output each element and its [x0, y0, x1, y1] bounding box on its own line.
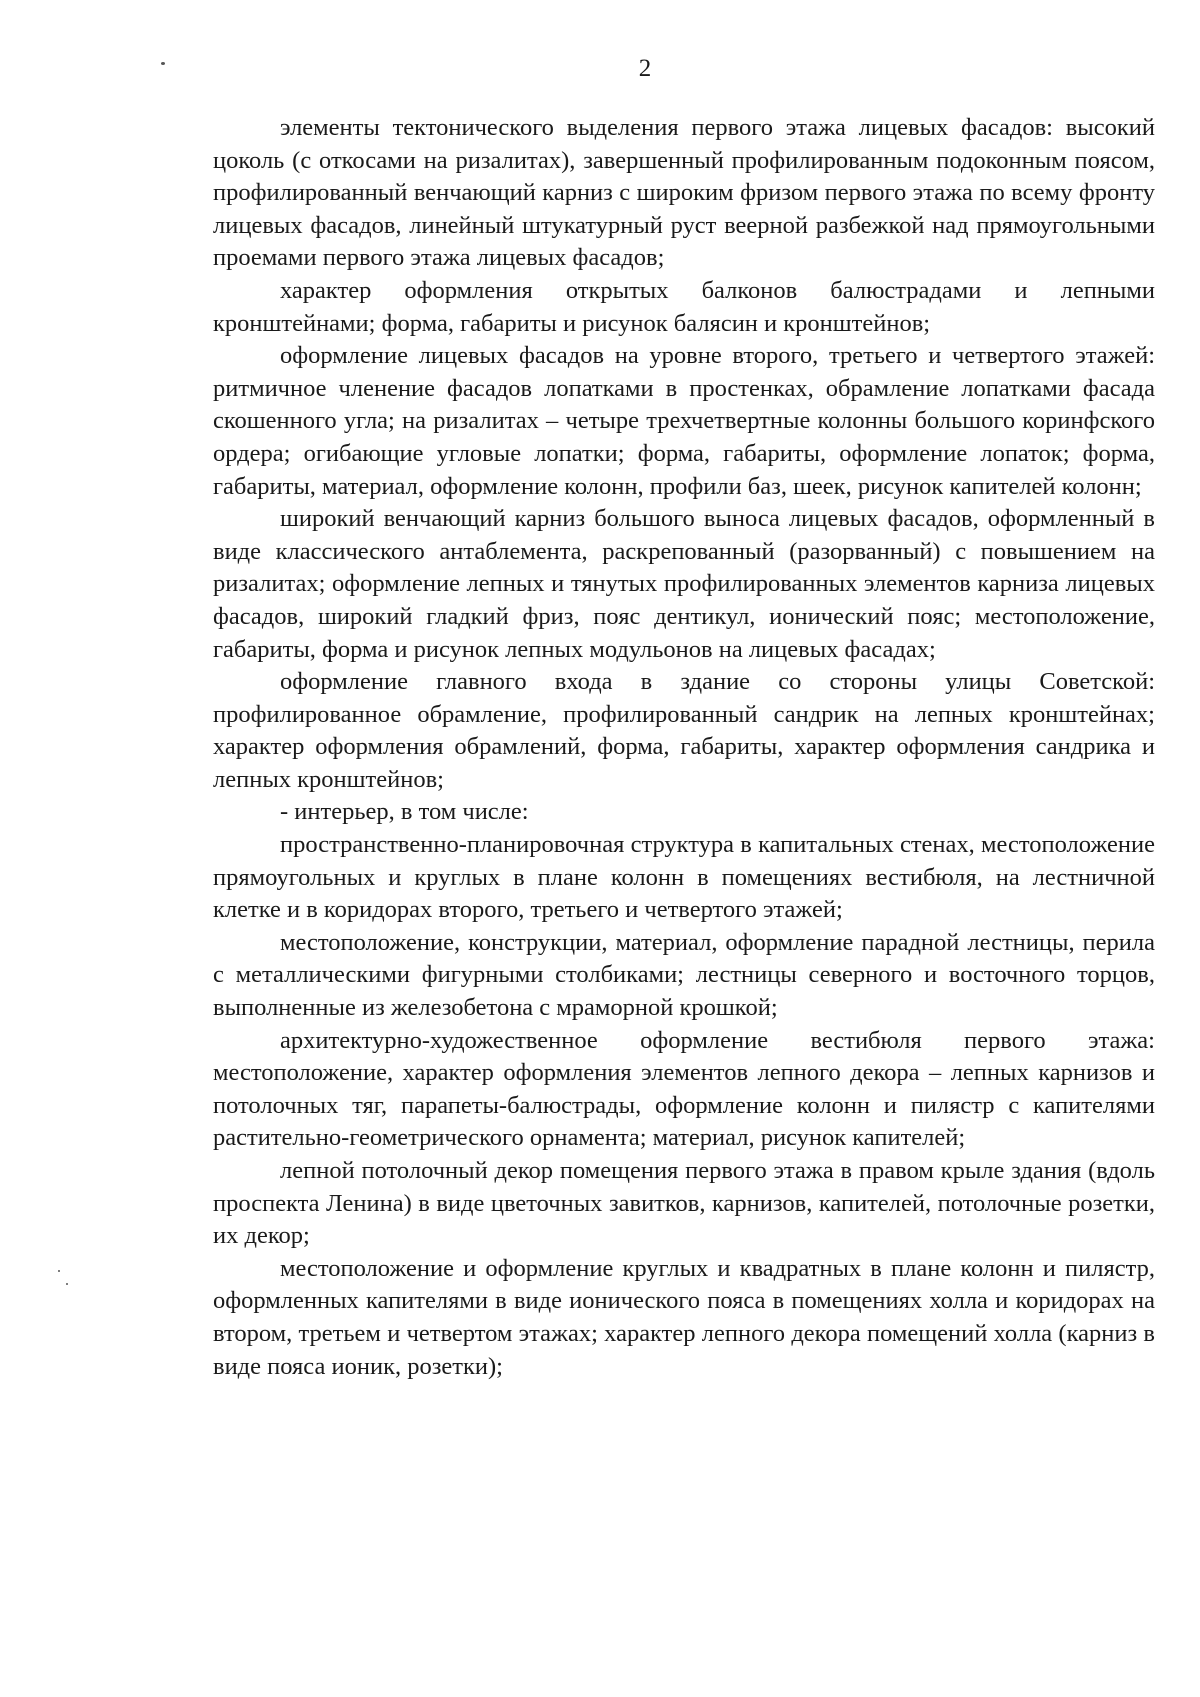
paragraph-upper-floors-facade: оформление лицевых фасадов на уровне второго, третьего и четвертого этажей: ритмичное членение фасадов лопатками в простенках, обрамление лопатками фасада скошенного угла; на ризалитах – четыре трехчетвертные колонны большого коринфского ордера; огибающие угловые лопатки; форма, габариты, оформление лопаток; форма, габариты, материал, оформление колонн, профили баз, шеек, рисунок капителей колонн;	[213, 342, 1155, 500]
paragraph-staircase: местоположение, конструкции, материал, оформление парадной лестницы, перила с металлическими фигурными столбиками; лестницы северного и восточного торцов, выполненные из железобетона с мраморной крошкой;	[213, 928, 1155, 1022]
scan-speck	[58, 1270, 60, 1272]
paragraph-cornice: широкий венчающий карниз большого выноса лицевых фасадов, оформленный в виде классического антаблемента, раскрепованный (разорванный) с повышением на ризалитах; оформление лепных и тянутых профилированных элементов карниза лицевых фасадов, широкий гладкий фриз, пояс дентикул, ионический пояс; местоположение, габариты, форма и рисунок лепных модульонов на лицевых фасадах;	[213, 505, 1155, 663]
paragraph-vestibule: архитектурно-художественное оформление вестибюля первого этажа: местоположение, характер оформления элементов лепного декора – лепных карнизов и потолочных тяг, парапеты-балюстрады, оформление колонн и пилястр с капителями растительно-геометрического орнамента; материал, рисунок капителей;	[213, 1026, 1155, 1152]
paragraph-facade-first-floor: элементы тектонического выделения первого этажа лицевых фасадов: высокий цоколь (с откосами на ризалитах), завершенный профилированным подоконным поясом, профилированный венчающий карниз с широким фризом первого этажа по всему фронту лицевых фасадов, линейный штукатурный руст веерной разбежкой над прямоугольными проемами первого этажа лицевых фасадов;	[213, 114, 1155, 272]
paragraph-main-entrance: оформление главного входа в здание со стороны улицы Советской: профилированное обрамление, профилированный сандрик на лепных кронштейнах; характер оформления обрамлений, форма, габариты, характер оформления сандрика и лепных кронштейнов;	[213, 668, 1155, 793]
scan-speck	[66, 1283, 68, 1285]
paragraph-columns-pilasters: местоположение и оформление круглых и квадратных в плане колонн и пилястр, оформленных капителями в виде ионического пояса в помещениях холла и коридорах на втором, третьем и четвертом этажах; характер лепного декора помещений холла (карниз в виде пояса ионик, розетки);	[213, 1254, 1155, 1380]
paragraph-interior-heading: - интерьер, в том числе:	[280, 798, 529, 826]
paragraph-balconies: характер оформления открытых балконов балюстрадами и лепными кронштейнами; форма, габариты и рисунок балясин и кронштейнов;	[213, 276, 1155, 337]
page-number: 2	[638, 55, 652, 82]
document-body	[213, 112, 1155, 1383]
paragraph-ceiling-decor: лепной потолочный декор помещения первого этажа в правом крыле здания (вдоль проспекта Ленина) в виде цветочных завитков, карнизов, капителей, потолочные розетки, их декор;	[213, 1157, 1155, 1250]
paragraph-spatial-structure: пространственно-планировочная структура в капитальных стенах, местоположение прямоугольных и круглых в плане колонн в помещениях вестибюля, на лестничной клетке и в коридорах второго, третьего и четвертого этажей;	[213, 831, 1155, 924]
